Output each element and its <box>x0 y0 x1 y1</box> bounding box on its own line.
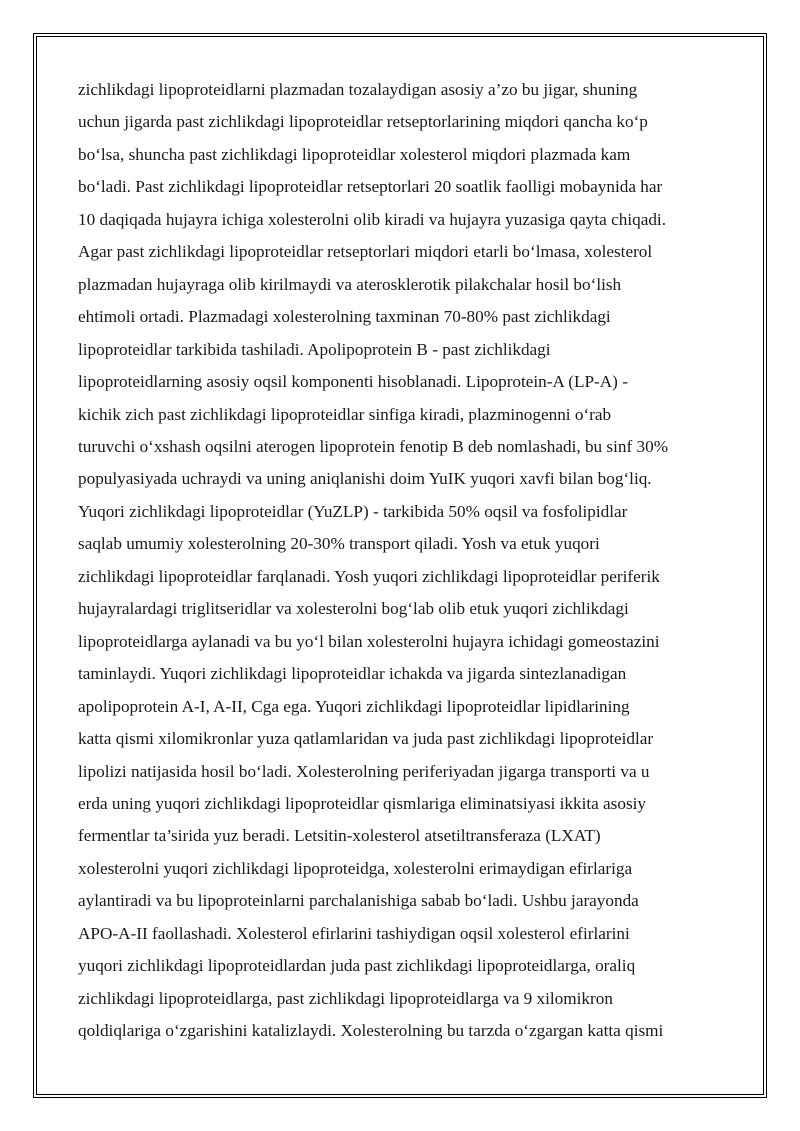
text-line: Agar past zichlikdagi lipoproteidlar retseptorlari miqdori etarli bo‘lmasa, xolesterol <box>78 242 653 262</box>
text-line: qoldiqlariga o‘zgarishini katalizlaydi. Xolesterolning bu tarzda o‘zgargan katta qismi <box>78 1021 664 1041</box>
text-line: lipoproteidlarga aylanadi va bu yo‘l bilan xolesterolni hujayra ichidagi gomeostazini <box>78 631 660 651</box>
text-line: katta qismi xilomikronlar yuza qatlamlaridan va juda past zichlikdagi lipoproteidlar <box>78 729 654 749</box>
text-line: aylantiradi va bu lipoproteinlarni parchalanishiga sabab bo‘ladi. Ushbu jarayonda <box>78 891 639 911</box>
text-line: yuqori zichlikdagi lipoproteidlardan juda past zichlikdagi lipoproteidlarga, oraliq <box>78 956 636 976</box>
text-line: plazmadan hujayraga olib kirilmaydi va aterosklerotik pilakchalar hosil bo‘lish <box>78 274 622 294</box>
text-line: apolipoprotein A-I, A-II, Cga ega. Yuqori zichlikdagi lipoproteidlar lipidlarining <box>78 696 630 716</box>
text-line: erda uning yuqori zichlikdagi lipoproteidlar qismlariga eliminatsiyasi ikkita asosiy <box>78 793 647 813</box>
text-line: APO-A-II faollashadi. Xolesterol efirlarini tashiydigan oqsil xolesterol efirlarini <box>78 923 630 943</box>
text-line: ehtimoli ortadi. Plazmadagi xolesterolning taxminan 70-80% past zichlikdagi <box>78 307 611 327</box>
text-line: 10 daqiqada hujayra ichiga xolesterolni olib kiradi va hujayra yuzasiga qayta chiqadi. <box>78 209 666 229</box>
text-line: zichlikdagi lipoproteidlarni plazmadan tozalaydigan asosiy a’zo bu jigar, shuning <box>78 80 638 99</box>
text-line: zichlikdagi lipoproteidlarga, past zichlikdagi lipoproteidlarga va 9 xilomikron <box>78 988 613 1008</box>
text-line: uchun jigarda past zichlikdagi lipoproteidlar retseptorlarining miqdori qancha ko‘p <box>78 112 648 132</box>
text-line: lipoproteidlarning asosiy oqsil komponenti hisoblanadi. Lipoprotein-A (LP-A) - <box>78 372 628 392</box>
document-body <box>78 74 728 1048</box>
text-line: populyasiyada uchraydi va uning aniqlanishi doim YuIK yuqori xavfi bilan bog‘liq. <box>78 469 652 489</box>
text-line: kichik zich past zichlikdagi lipoproteidlar sinfiga kiradi, plazminogenni o‘rab <box>78 404 612 424</box>
text-line: taminlaydi. Yuqori zichlikdagi lipoproteidlar ichakda va jigarda sintezlanadigan <box>78 664 627 684</box>
text-line: saqlab umumiy xolesterolning 20-30% transport qiladi. Yosh va etuk yuqori <box>78 534 600 554</box>
text-line: bo‘ladi. Past zichlikdagi lipoproteidlar retseptorlari 20 soatlik faolligi mobaynida har <box>78 177 663 197</box>
text-line: xolesterolni yuqori zichlikdagi lipoproteidga, xolesterolni erimaydigan efirlariga <box>78 858 633 878</box>
text-line: turuvchi o‘xshash oqsilni aterogen lipoprotein fenotip B deb nomlashadi, bu sinf 30% <box>78 436 669 456</box>
text-line: hujayralardagi triglitseridlar va xolesterolni bog‘lab olib etuk yuqori zichlikdagi <box>78 599 629 619</box>
text-line: Yuqori zichlikdagi lipoproteidlar (YuZLP) - tarkibida 50% oqsil va fosfolipidlar <box>78 501 628 521</box>
text-line: zichlikdagi lipoproteidlar farqlanadi. Yosh yuqori zichlikdagi lipoproteidlar periferik <box>78 566 660 586</box>
text-line: lipoproteidlar tarkibida tashiladi. Apolipoprotein B - past zichlikdagi <box>78 339 551 359</box>
text-line: fermentlar ta’sirida yuz beradi. Letsitin-xolesterol atsetiltransferaza (LXAT) <box>78 826 601 846</box>
text-line: lipolizi natijasida hosil bo‘ladi. Xolesterolning periferiyadan jigarga transporti va u <box>78 761 650 781</box>
text-line: bo‘lsa, shuncha past zichlikdagi lipoproteidlar xolesterol miqdori plazmada kam <box>78 144 631 164</box>
